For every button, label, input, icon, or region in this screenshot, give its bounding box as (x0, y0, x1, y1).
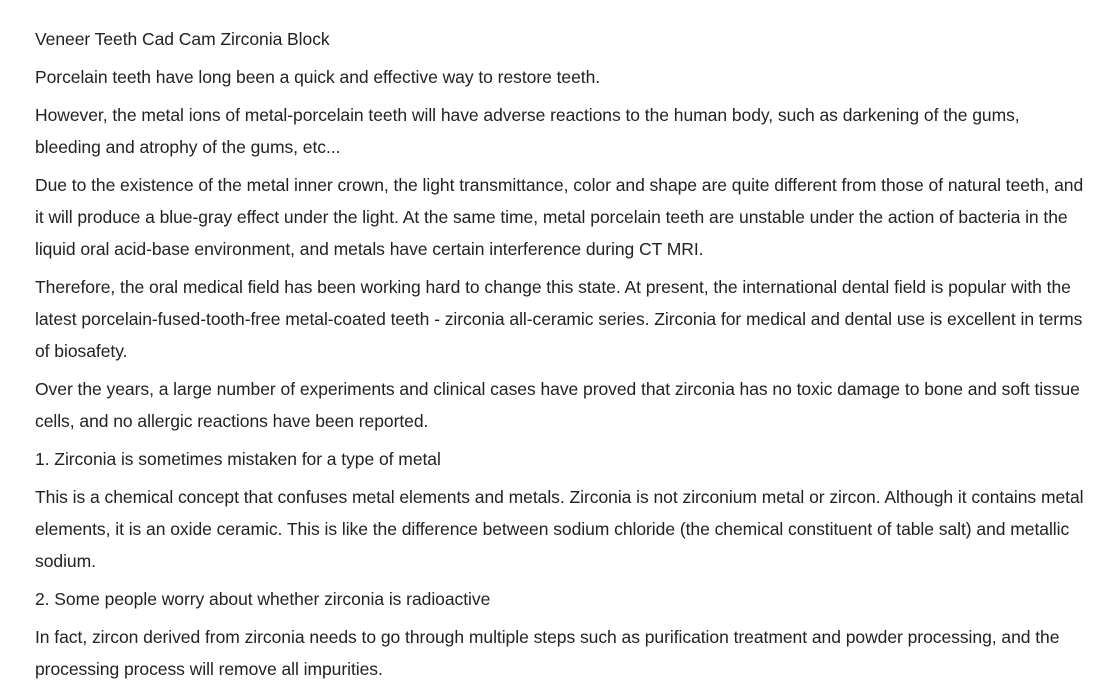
paragraph-biosafety: Over the years, a large number of experiments and clinical cases have proved that zirconia has no toxic damage to bone and soft tissue cells, and no allergic reactions have been reported. (35, 379, 1080, 431)
paragraph-intro: Porcelain teeth have long been a quick and effective way to restore teeth. (35, 67, 601, 87)
article-body (35, 23, 1085, 691)
paragraph-zirconia-series: Therefore, the oral medical field has been working hard to change this state. At present, the international dental field is popular with the latest porcelain-fused-tooth-free metal-coated teeth - zirconia all-ceramic series. Zirconia for medical and dental use is excellent in terms of biosafety. (35, 277, 1083, 361)
point2-heading: 2. Some people worry about whether zirconia is radioactive (35, 589, 491, 609)
point1-heading: 1. Zirconia is sometimes mistaken for a type of metal (35, 449, 441, 469)
point1-body: This is a chemical concept that confuses metal elements and metals. Zirconia is not zirconium metal or zircon. Although it contains metal elements, it is an oxide ceramic. This is like the difference between sodium chloride (the chemical constituent of table salt) and metallic sodium. (35, 487, 1084, 571)
article-title: Veneer Teeth Cad Cam Zirconia Block (35, 29, 330, 49)
point2-body: In fact, zircon derived from zirconia needs to go through multiple steps such as purification treatment and powder processing, and the processing process will remove all impurities. (35, 627, 1060, 679)
paragraph-metal-crown: Due to the existence of the metal inner crown, the light transmittance, color and shape are quite different from those of natural teeth, and it will produce a blue-gray effect under the light. At the same time, metal porcelain teeth are unstable under the action of bacteria in the liquid oral acid-base environment, and metals have certain interference during CT MRI. (35, 175, 1084, 259)
paragraph-metal-ions: However, the metal ions of metal-porcelain teeth will have adverse reactions to the human body, such as darkening of the gums, bleeding and atrophy of the gums, etc... (35, 105, 1020, 157)
